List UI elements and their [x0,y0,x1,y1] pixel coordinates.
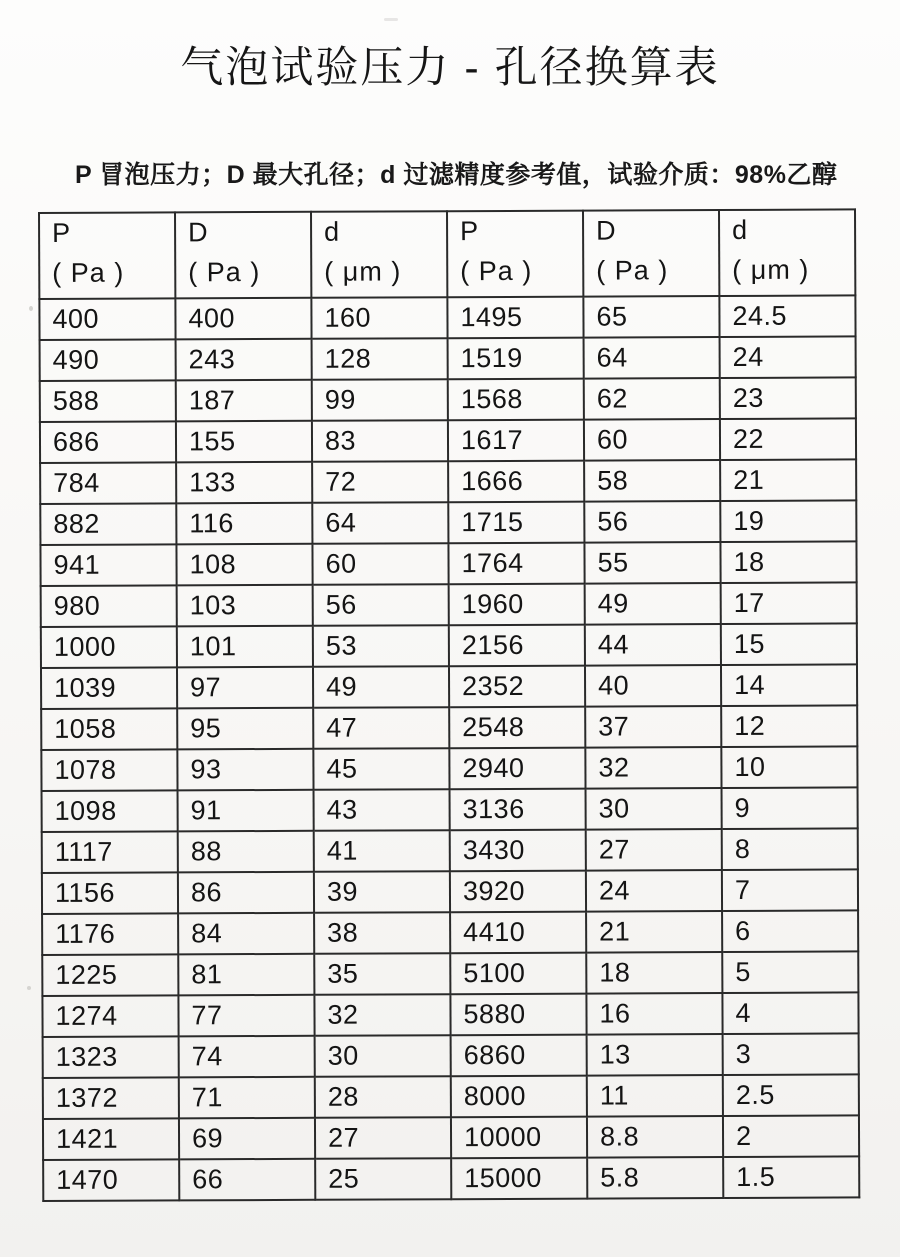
table-row [41,623,857,668]
table-cell: 53 [313,625,449,667]
table-row [42,869,858,914]
column-unit: ( Pa ) [52,257,125,288]
table-cell: 3430 [450,830,586,872]
table-cell: 71 [179,1077,315,1119]
table-cell: 1156 [42,872,178,914]
table-cell: 1666 [448,461,584,503]
table-cell: 3 [723,1033,859,1075]
table-cell: 18 [586,952,722,994]
table-cell: 43 [314,789,450,831]
table-cell: 55 [584,542,720,584]
table-cell: 2.5 [723,1074,859,1116]
table-cell: 84 [178,913,314,955]
table-cell: 16 [586,993,722,1035]
column-symbol: D [188,217,208,248]
table-cell: 1421 [43,1118,179,1160]
table-cell: 99 [312,379,448,421]
table-cell: 6860 [451,1035,587,1077]
column-symbol: d [324,216,340,247]
column-header [175,212,311,299]
column-header [39,212,175,299]
table-cell: 1176 [42,913,178,955]
table-cell: 2940 [449,748,585,790]
table-row [40,336,856,381]
table-cell: 400 [175,298,311,340]
column-symbol: P [52,217,71,248]
table-cell: 1323 [43,1036,179,1078]
table-row [40,500,856,545]
table-row [39,295,855,340]
table-row [40,418,856,463]
table-cell: 72 [312,461,448,503]
table-cell: 41 [314,830,450,872]
table-cell: 17 [721,582,857,624]
table-cell: 1568 [448,379,584,421]
table-cell: 64 [584,337,720,379]
table-row [42,951,858,996]
table-cell: 38 [314,912,450,954]
table-cell: 1617 [448,420,584,462]
table-cell: 86 [178,872,314,914]
table-cell: 21 [720,459,856,501]
table-cell: 56 [584,501,720,543]
table-cell: 3920 [450,871,586,913]
table-cell: 1098 [42,790,178,832]
table-cell: 1.5 [723,1156,859,1198]
table-cell: 1519 [448,338,584,380]
table-cell: 21 [586,911,722,953]
column-header [311,211,447,298]
table-cell: 187 [176,380,312,422]
table-cell: 5.8 [587,1157,723,1199]
table-cell: 14 [721,664,857,706]
table-body [39,295,859,1201]
table-cell: 37 [585,706,721,748]
column-symbol: D [596,215,616,246]
table-header [39,209,855,299]
column-unit: ( Pa ) [596,254,669,286]
table-cell: 28 [315,1076,451,1118]
table-cell: 83 [312,420,448,462]
scan-speck [384,18,398,21]
table-cell: 2548 [449,707,585,749]
table-cell: 133 [176,462,312,504]
table-cell: 5 [722,951,858,993]
table-cell: 77 [178,995,314,1037]
column-unit: ( Pa ) [460,255,533,286]
table-cell: 6 [722,910,858,952]
table-cell: 941 [40,544,176,586]
table-cell: 2156 [449,625,585,667]
table-cell: 2352 [449,666,585,708]
table-row [41,664,857,709]
column-header [447,211,583,298]
column-unit: ( μm ) [324,256,402,287]
table-row [43,1074,859,1119]
table-cell: 128 [312,338,448,380]
table-cell: 58 [584,460,720,502]
table-cell: 64 [312,502,448,544]
table-row [41,746,857,791]
table-cell: 24 [720,336,856,378]
table-row [42,910,858,955]
table-cell: 588 [40,380,176,422]
table-cell: 160 [311,297,447,339]
table-cell: 1000 [41,626,177,668]
table-cell: 11 [587,1075,723,1117]
table-cell: 9 [722,787,858,829]
table-cell: 8.8 [587,1116,723,1158]
table-row [43,1115,859,1160]
table-row [40,541,856,586]
table-cell: 47 [313,707,449,749]
table-cell: 15 [721,623,857,665]
table-cell: 45 [313,748,449,790]
column-header [583,210,719,297]
table-cell: 24.5 [719,295,855,337]
table-cell: 5100 [450,953,586,995]
table-cell: 243 [176,339,312,381]
table-row [40,459,856,504]
table-cell: 32 [585,747,721,789]
table-cell: 7 [722,869,858,911]
table-cell: 91 [178,790,314,832]
table-cell: 24 [586,870,722,912]
table-cell: 155 [176,421,312,463]
table-cell: 1117 [42,831,178,873]
table-row [42,828,858,873]
table-cell: 56 [313,584,449,626]
table-cell: 23 [720,377,856,419]
table-cell: 1470 [43,1159,179,1201]
table-cell: 69 [179,1118,315,1160]
table-cell: 60 [584,419,720,461]
table-cell: 12 [721,705,857,747]
table-cell: 88 [178,831,314,873]
table-cell: 27 [586,829,722,871]
table-cell: 27 [315,1117,451,1159]
table-cell: 1715 [448,502,584,544]
table-cell: 103 [177,585,313,627]
table-cell: 18 [720,541,856,583]
column-unit: ( μm ) [732,254,810,285]
table-row [40,377,856,422]
table-cell: 66 [179,1159,315,1201]
table-cell: 13 [587,1034,723,1076]
table-cell: 1372 [43,1077,179,1119]
table-cell: 30 [315,1035,451,1077]
table-cell: 10000 [451,1117,587,1159]
pressure-pore-conversion-table [38,208,860,1202]
table-cell: 1078 [41,749,177,791]
table-cell: 116 [176,503,312,545]
table-row [41,705,857,750]
table-cell: 35 [314,953,450,995]
scan-speck [27,986,31,990]
table-cell: 1960 [449,584,585,626]
column-header [719,209,855,296]
table-cell: 8 [722,828,858,870]
table-cell: 400 [39,298,175,340]
table-cell: 49 [585,583,721,625]
table-cell: 882 [40,503,176,545]
table-cell: 25 [315,1158,451,1200]
table-cell: 1039 [41,667,177,709]
column-unit: ( Pa ) [188,256,261,288]
table-cell: 784 [40,462,176,504]
table-cell: 10 [721,746,857,788]
table-cell: 1225 [42,954,178,996]
table-cell: 490 [40,339,176,381]
table-cell: 44 [585,624,721,666]
table-cell: 62 [584,378,720,420]
table-row [41,582,857,627]
table-cell: 108 [176,544,312,586]
table-cell: 1058 [41,708,177,750]
header-row [39,209,855,299]
table-cell: 8000 [451,1076,587,1118]
table-cell: 60 [312,543,448,585]
table-cell: 3136 [450,789,586,831]
table-cell: 1495 [447,297,583,339]
table-cell: 65 [583,296,719,338]
table-cell: 40 [585,665,721,707]
table-cell: 5880 [450,994,586,1036]
table-cell: 1764 [448,543,584,585]
column-symbol: P [460,216,479,247]
table-cell: 4410 [450,912,586,954]
table-cell: 101 [177,626,313,668]
table-cell: 22 [720,418,856,460]
column-symbol: d [732,214,748,245]
table-cell: 97 [177,667,313,709]
page-title: 气泡试验压力 - 孔径换算表 [180,44,720,92]
table-cell: 74 [179,1036,315,1078]
page-subtitle: P 冒泡压力；D 最大孔径；d 过滤精度参考值，试验介质：98%乙醇 [75,161,838,189]
table-row [43,1033,859,1078]
table-cell: 49 [313,666,449,708]
table-cell: 980 [41,585,177,627]
table-cell: 4 [722,992,858,1034]
table-cell: 30 [586,788,722,830]
scan-speck [29,306,33,311]
table-cell: 1274 [42,995,178,1037]
table-cell: 39 [314,871,450,913]
table-cell: 19 [720,500,856,542]
table-cell: 15000 [451,1158,587,1200]
table-cell: 32 [314,994,450,1036]
table-cell: 95 [177,708,313,750]
table-cell: 686 [40,421,176,463]
table-cell: 93 [177,749,313,791]
table-cell: 81 [178,954,314,996]
table-cell: 2 [723,1115,859,1157]
table-row [43,1156,859,1201]
table-row [42,992,858,1037]
table-row [42,787,858,832]
